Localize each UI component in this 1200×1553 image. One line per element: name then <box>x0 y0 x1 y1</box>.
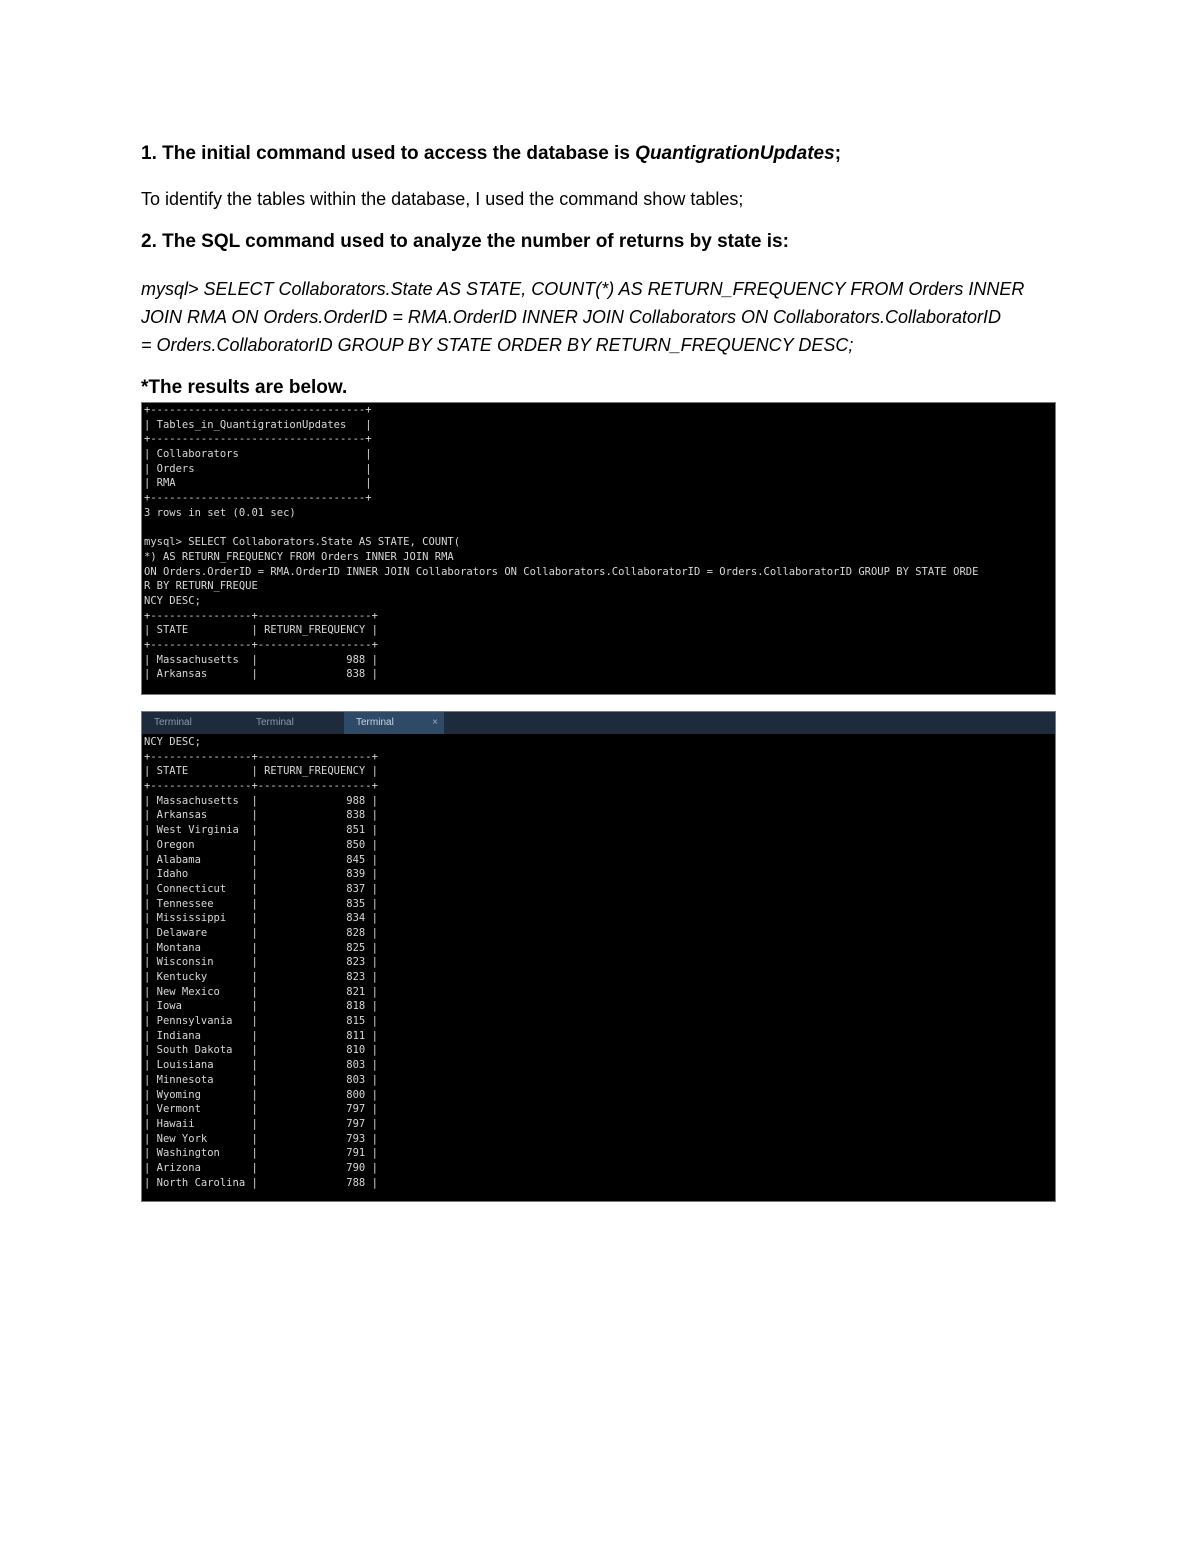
terminal-line: ON Orders.OrderID = RMA.OrderID INNER JOIN Collaborators ON Collaborators.CollaboratorID = Orders.CollaboratorID GROUP BY STATE ORDE <box>144 565 979 578</box>
terminal-line: | Collaborators | <box>144 448 372 461</box>
heading-sql-command: 2. The SQL command used to analyze the number of returns by state is: <box>141 231 789 252</box>
sql-command-text <box>141 275 1061 359</box>
terminal-line: +----------------------------------+ <box>144 492 372 505</box>
table-row: | Washington | 791 | <box>144 1147 378 1160</box>
paragraph-show-tables: To identify the tables within the database, I used the command show tables; <box>141 189 744 209</box>
terminal-line: mysql> SELECT Collaborators.State AS STATE, COUNT( <box>144 536 461 549</box>
terminal-1-output <box>144 403 978 682</box>
table-row: | Iowa | 818 | <box>144 1000 378 1013</box>
table-row: | Massachusetts | 988 | <box>144 794 378 807</box>
table-row: | Pennsylvania | 815 | <box>144 1015 378 1028</box>
table-row: | Connecticut | 837 | <box>144 882 378 895</box>
table-border: +----------------+------------------+ <box>144 750 378 763</box>
terminal-line: | Orders | <box>144 462 372 475</box>
terminal-2-output <box>144 735 378 1190</box>
terminal-tab-label: Terminal <box>154 717 192 728</box>
table-row: | Tennessee | 835 | <box>144 897 378 910</box>
table-row: | Oregon | 850 | <box>144 838 378 851</box>
table-row: | New Mexico | 821 | <box>144 985 378 998</box>
heading-initial-command-text: 1. The initial command used to access the database is <box>141 143 636 164</box>
results-label: *The results are below. <box>141 377 348 398</box>
table-row: | Louisiana | 803 | <box>144 1059 378 1072</box>
table-row: | Indiana | 811 | <box>144 1029 378 1042</box>
terminal-line: NCY DESC; <box>144 594 201 607</box>
heading-initial-command <box>141 143 841 165</box>
table-row: | Arizona | 790 | <box>144 1161 378 1174</box>
terminal-line: | Massachusetts | 988 | <box>144 653 378 666</box>
table-row: | South Dakota | 810 | <box>144 1044 378 1057</box>
terminal-line: *) AS RETURN_FREQUENCY FROM Orders INNER JOIN RMA <box>144 550 454 563</box>
terminal-line: | Tables_in_QuantigrationUpdates | <box>144 418 372 431</box>
terminal-line: +----------------+------------------+ <box>144 639 378 651</box>
terminal-line: | RMA | <box>144 477 372 490</box>
terminal-tab-label: Terminal <box>256 717 294 728</box>
sql-line: mysql> SELECT Collaborators.State AS STATE, COUNT(*) AS RETURN_FREQUENCY FROM Orders INNER <box>141 279 1025 299</box>
terminal-line: +----------------------------------+ <box>144 404 372 416</box>
terminal-line: 3 rows in set (0.01 sec) <box>144 506 296 519</box>
terminal-line: | Arkansas | 838 | <box>144 668 378 681</box>
table-row: | Idaho | 839 | <box>144 868 378 881</box>
terminal-tab-label: Terminal <box>356 717 394 728</box>
table-row: | Wisconsin | 823 | <box>144 956 378 969</box>
terminal-line: R BY RETURN_FREQUE <box>144 580 258 593</box>
table-row: | Hawaii | 797 | <box>144 1117 378 1130</box>
table-row: | Montana | 825 | <box>144 941 378 954</box>
sql-line: = Orders.CollaboratorID GROUP BY STATE ORDER BY RETURN_FREQUENCY DESC; <box>141 335 854 355</box>
table-row: | North Carolina | 788 | <box>144 1176 378 1189</box>
terminal-line: +----------------------------------+ <box>144 433 372 446</box>
heading-initial-command-suffix: ; <box>834 143 842 164</box>
close-icon[interactable]: × <box>432 717 438 728</box>
command-tail: NCY DESC; <box>144 736 201 748</box>
table-row: | Alabama | 845 | <box>144 853 378 866</box>
table-header: | STATE | RETURN_FREQUENCY | <box>144 765 378 778</box>
table-row: | Minnesota | 803 | <box>144 1073 378 1086</box>
table-row: | Wyoming | 800 | <box>144 1088 378 1101</box>
terminal-tab-3[interactable] <box>344 712 444 734</box>
database-name: QuantigrationUpdates <box>635 143 835 164</box>
terminal-tab-1[interactable] <box>142 712 244 734</box>
terminal-line <box>144 521 978 536</box>
table-border: +----------------+------------------+ <box>144 780 378 793</box>
table-row: | New York | 793 | <box>144 1132 378 1145</box>
table-row: | Mississippi | 834 | <box>144 912 378 925</box>
table-row: | Vermont | 797 | <box>144 1103 378 1116</box>
sql-line: JOIN RMA ON Orders.OrderID = RMA.OrderID INNER JOIN Collaborators ON Collaborators.CollaboratorID <box>141 307 1002 327</box>
table-row: | Kentucky | 823 | <box>144 971 378 983</box>
terminal-line: +----------------+------------------+ <box>144 609 378 622</box>
table-row: | Arkansas | 838 | <box>144 809 378 822</box>
table-row: | West Virginia | 851 | <box>144 824 378 837</box>
table-row: | Delaware | 828 | <box>144 926 378 939</box>
terminal-screenshot-2 <box>141 711 1056 1202</box>
terminal-line: | STATE | RETURN_FREQUENCY | <box>144 624 378 637</box>
terminal-tab-bar <box>142 712 1055 734</box>
terminal-screenshot-1 <box>141 402 1056 695</box>
terminal-tab-2[interactable] <box>244 712 344 734</box>
